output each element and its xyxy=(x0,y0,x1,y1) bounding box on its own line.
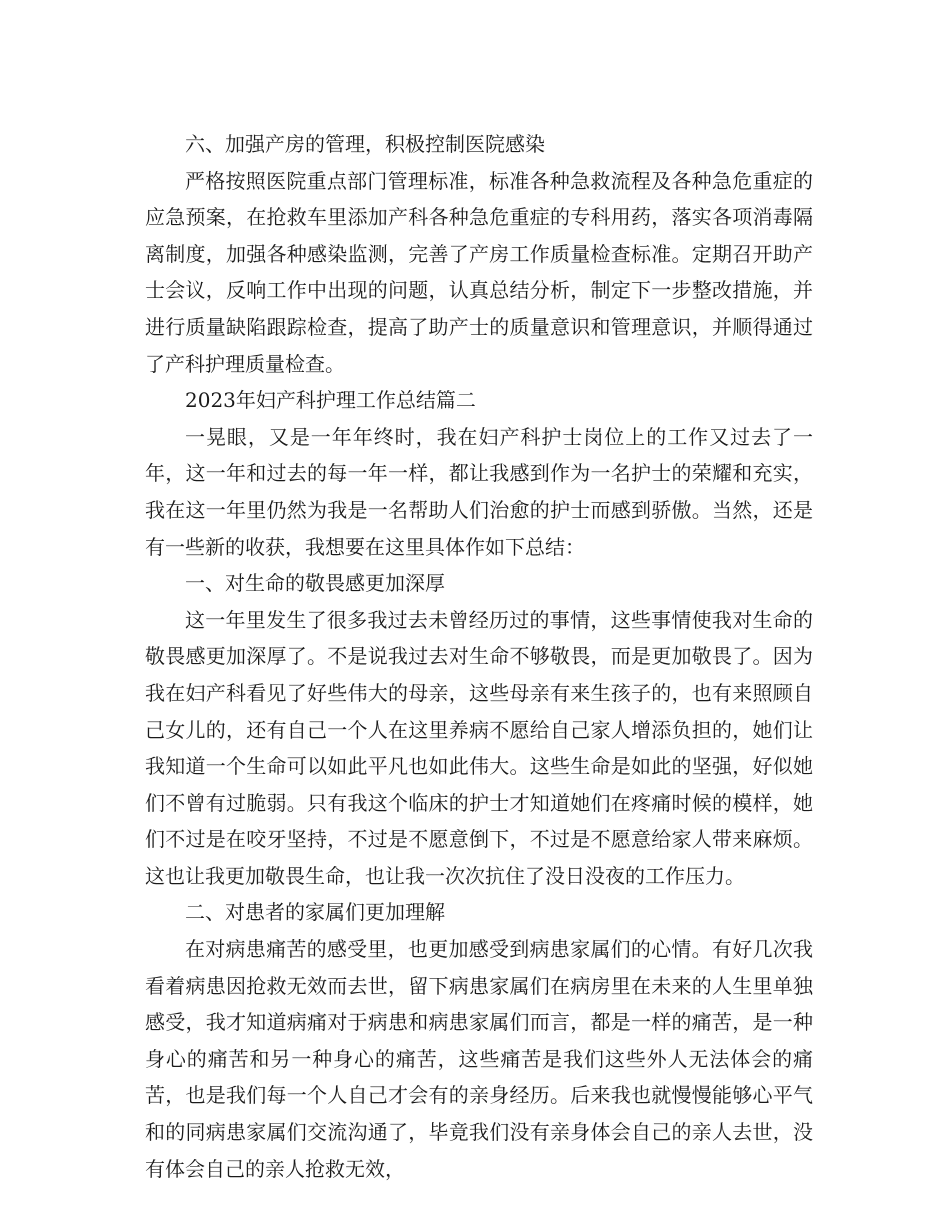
paragraph: 一晃眼，又是一年年终时，我在妇产科护士岗位上的工作又过去了一年，这一年和过去的每一年一样，都让我感到作为一名护士的荣耀和充实，我在这一年里仍然为我是一名帮助人们治愈的护士而感到骄傲。当然，还是有一些新的收获，我想要在这里具体作如下总结： xyxy=(145,424,813,559)
paragraph: 严格按照医院重点部门管理标准，标准各种急救流程及各种急危重症的应急预案，在抢救车里添加产科各种急危重症的专科用药，落实各项消毒隔离制度，加强各种感染监测，完善了产房工作质量检查标准。定期召开助产士会议，反响工作中出现的问题，认真总结分析，制定下一步整改措施，并进行质量缺陷跟踪检查，提高了助产士的质量意识和管理意识，并顺得通过了产科护理质量检查。 xyxy=(145,168,813,376)
section-heading-six: 六、加强产房的管理，积极控制医院感染 xyxy=(185,132,545,156)
article-title: 2023年妇产科护理工作总结篇二 xyxy=(185,388,476,413)
section-heading-one: 一、对生命的敬畏感更加深厚 xyxy=(185,571,445,596)
document-body xyxy=(145,126,813,1187)
section-heading-two: 二、对患者的家属们更加理解 xyxy=(185,900,445,925)
paragraph: 这一年里发生了很多我过去未曾经历过的事情，这些事情使我对生命的敬畏感更加深厚了。不是说我过去对生命不够敬畏，而是更加敬畏了。因为我在妇产科看见了好些伟大的母亲，这些母亲有来生孩子的，也有来照顾自己女儿的，还有自己一个人在这里养病不愿给自己家人增添负担的，她们让我知道一个生命可以如此平凡也如此伟大。这些生命是如此的坚强，好似她们不曾有过脆弱。只有我这个临床的护士才知道她们在疼痛时候的模样，她们不过是在咬牙坚持，不过是不愿意倒下，不过是不愿意给家人带来麻烦。这也让我更加敬畏生命，也让我一次次抗住了没日没夜的工作压力。 xyxy=(145,607,813,888)
paragraph: 在对病患痛苦的感受里，也更加感受到病患家属们的心情。有好几次我看着病患因抢救无效而去世，留下病患家属们在病房里在未来的人生里单独感受，我才知道病痛对于病患和病患家属们而言，都是一样的痛苦，是一种身心的痛苦和另一种身心的痛苦，这些痛苦是我们这些外人无法体会的痛苦，也是我们每一个人自己才会有的亲身经历。后来我也就慢慢能够心平气和的同病患家属们交流沟通了，毕竟我们没有亲身体会自己的亲人去世，没有体会自己的亲人抢救无效， xyxy=(145,937,813,1181)
